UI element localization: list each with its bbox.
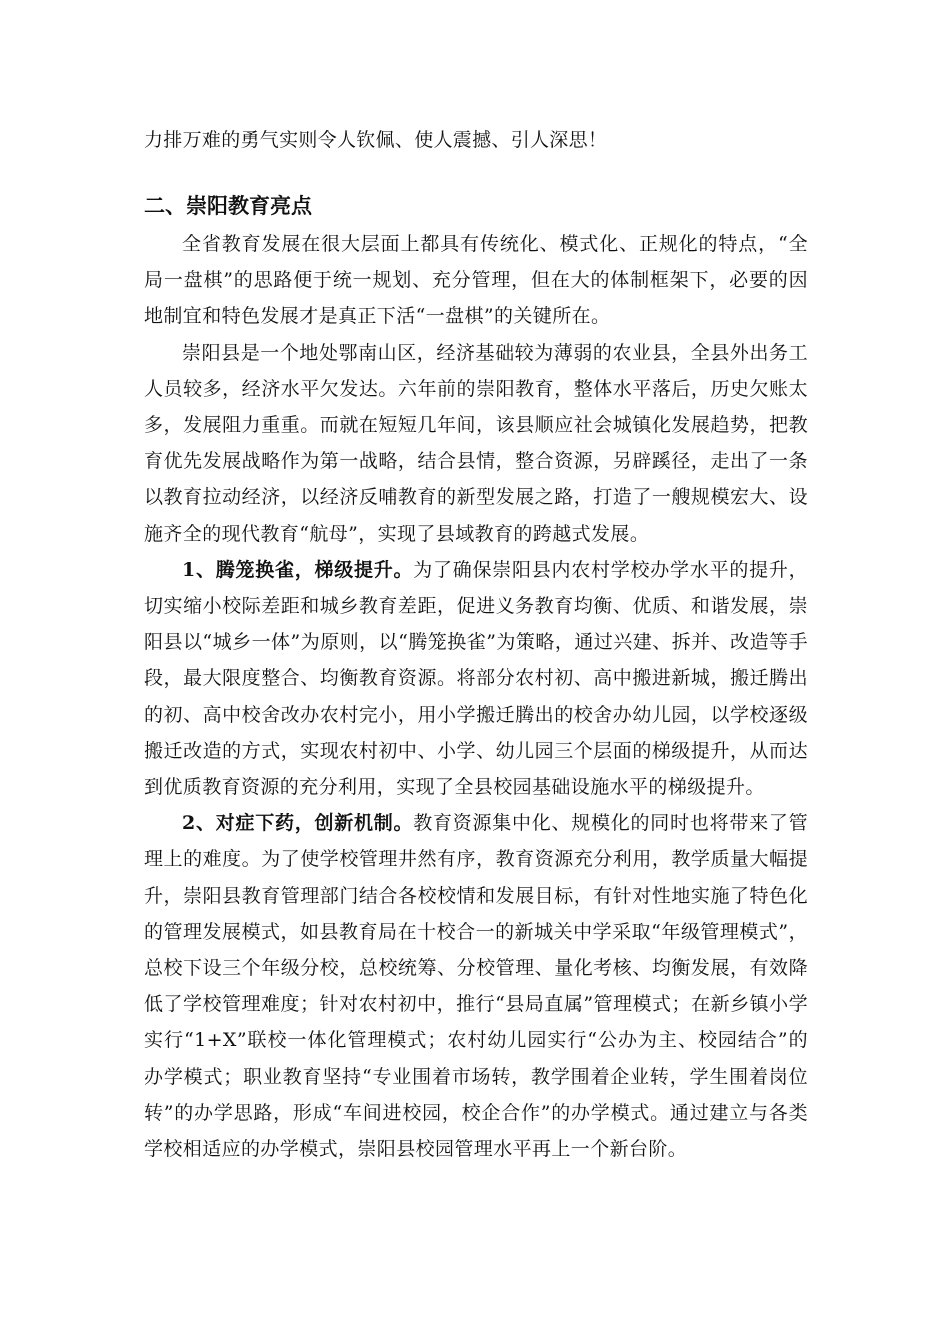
paragraph-lead: 2、对症下药，创新机制。 — [182, 812, 414, 835]
section-heading: 二、崇阳教育亮点 — [144, 194, 312, 218]
paragraph-1 — [144, 226, 808, 335]
paragraph-text: 全省教育发展在很大层面上都具有传统化、模式化、正规化的特点，“全局一盘棋”的思路便于统一规划、充分管理，但在大的体制框架下，必要的因地制宜和特色发展才是真正下活“一盘棋”的关键所在。 — [144, 233, 808, 328]
paragraph-text: 为了确保崇阳县内农村学校办学水平的提升，切实缩小校际差距和城乡教育差距，促进义务教育均衡、优质、和谐发展，崇阳县以“城乡一体”为原则，以“腾笼换雀”为策略，通过兴建、拆并、改造等手段，最大限度整合、均衡教育资源。将部分农村初、高中搬进新城，搬迁腾出的初、高中校舍改办农村完小，用小学搬迁腾出的校舍办幼儿园，以学校逐级搬迁改造的方式，实现农村初中、小学、幼儿园三个层面的梯级提升，从而达到优质教育资源的充分利用，实现了全县校园基础设施水平的梯级提升。 — [144, 558, 808, 799]
continued-text-line: 力排万难的勇气实则令人钦佩、使人震撼、引人深思！ — [144, 129, 608, 151]
paragraph-2 — [144, 335, 808, 552]
paragraph-text: 教育资源集中化、规模化的同时也将带来了管理上的难度。为了使学校管理井然有序，教育资源充分利用，教学质量大幅提升，崇阳县教育管理部门结合各校校情和发展目标，有针对性地实施了特色化的管理发展模式，如县教育局在十校合一的新城关中学采取“年级管理模式”，总校下设三个年级分校，总校统筹、分校管理、量化考核、均衡发展，有效降低了学校管理难度；针对农村初中，推行“县局直属”管理模式；在新乡镇小学实行“1+X”联校一体化管理模式；农村幼儿园实行“公办为主、校园结合”的办学模式；职业教育坚持“专业围着市场转，教学围着企业转，学生围着岗位转”的办学思路，形成“车间进校园，校企合作”的办学模式。通过建立与各类学校相适应的办学模式，崇阳县校园管理水平再上一个新台阶。 — [144, 812, 808, 1161]
paragraph-text: 崇阳县是一个地处鄂南山区，经济基础较为薄弱的农业县，全县外出务工人员较多，经济水平欠发达。六年前的崇阳教育，整体水平落后，历史欠账太多，发展阻力重重。而就在短短几年间，该县顺应社会城镇化发展趋势，把教育优先发展战略作为第一战略，结合县情，整合资源，另辟蹊径，走出了一条以教育拉动经济，以经济反哺教育的新型发展之路，打造了一艘规模宏大、设施齐全的现代教育“航母”，实现了县域教育的跨越式发展。 — [144, 341, 808, 545]
paragraph-lead: 1、腾笼换雀，梯级提升。 — [182, 558, 414, 581]
paragraph-3 — [144, 552, 808, 805]
paragraph-4 — [144, 805, 808, 1167]
body-text — [144, 226, 808, 1167]
